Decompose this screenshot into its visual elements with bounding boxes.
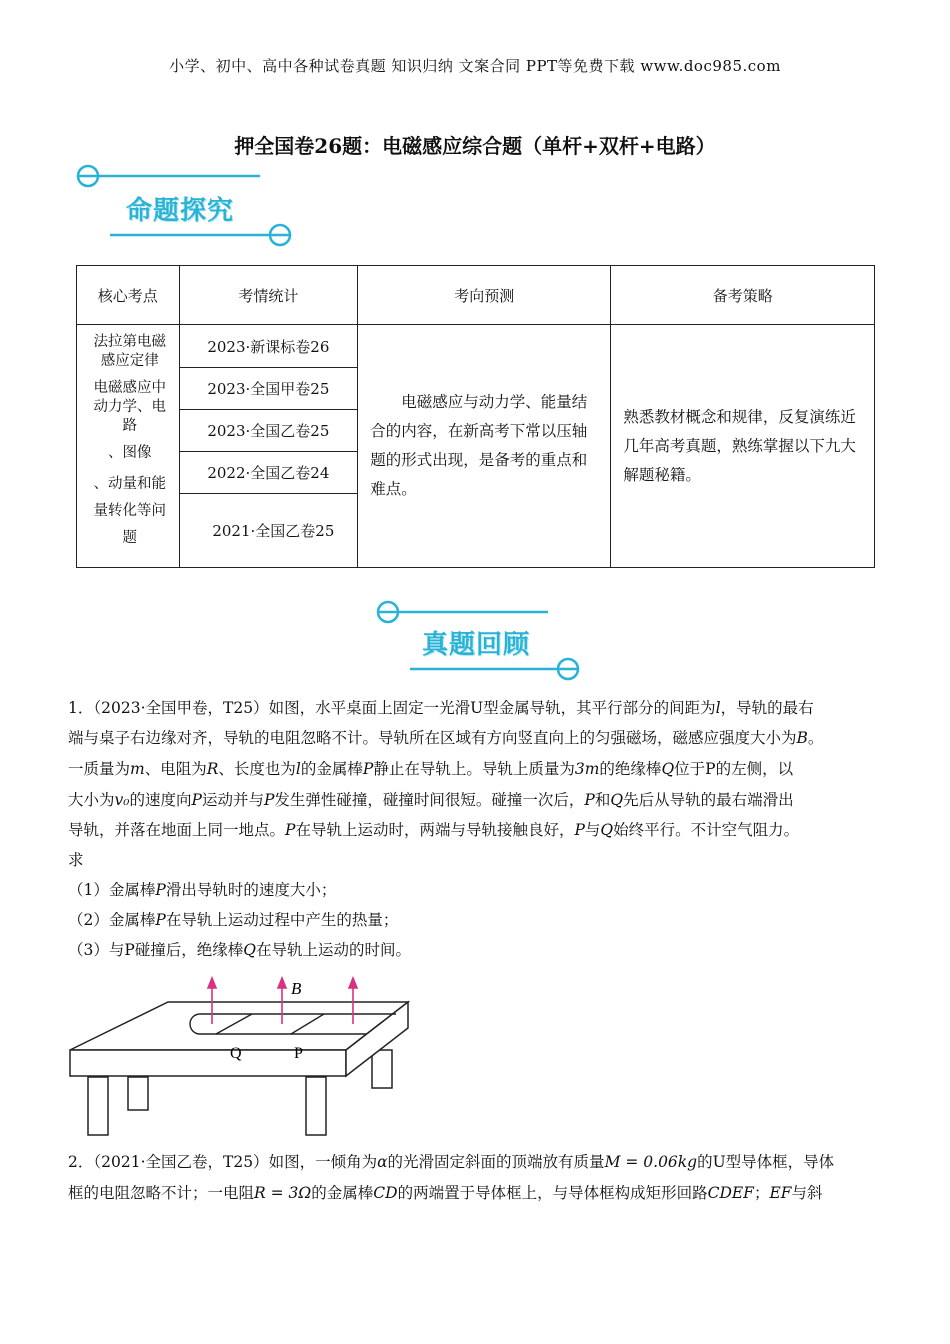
- table-leg: [88, 1077, 108, 1135]
- q1-source: （2023·全国甲卷，T25）: [93, 699, 269, 717]
- q1-number: 1．: [68, 699, 94, 717]
- summary-table: [76, 265, 875, 568]
- table-header-strategy: 备考策略: [611, 266, 875, 325]
- table-header-forecast: 考向预测: [358, 266, 611, 325]
- core-point: 电磁感应中动力学、电路: [93, 380, 166, 434]
- table-cell-stat: 2023·全国乙卷25: [179, 410, 358, 452]
- page-title: 押全国卷26题：电磁感应综合题（单杆+双杆+电路）: [234, 134, 716, 158]
- banner-review-label: 真题回顾: [422, 630, 531, 660]
- table-cell-stat: 2023·全国甲卷25: [179, 368, 358, 410]
- q1-figure: [66, 972, 426, 1142]
- q1-line-4: 大小为v₀的速度向P运动并与P发生弹性碰撞，碰撞时间很短。碰撞一次后，P和Q先后从导轨的最右端滑出: [68, 791, 794, 809]
- table-header-core: 核心考点: [77, 266, 180, 325]
- table-front: [70, 1050, 346, 1076]
- q2-line-2: 框的电阻忽略不计；一电阻R = 3Ω的金属棒CD的两端置于导体框上，与导体框构成矩形回路CDEF；EF与斜: [68, 1184, 823, 1202]
- fig-label-p: P: [294, 1045, 303, 1062]
- banner-review: [370, 598, 590, 686]
- q1-subquestion-2: （2）金属棒P在导轨上运动过程中产生的热量；: [68, 911, 399, 929]
- page-header: 小学、初中、高中各种试卷真题 知识归纳 文案合同 PPT等免费下载 www.doc985.com: [169, 57, 781, 75]
- core-point: 、图像: [108, 445, 152, 461]
- table-cell-core: [77, 325, 180, 568]
- banner-explore: [72, 158, 302, 250]
- core-point: 、动量和能量转化等问题: [93, 476, 166, 546]
- q1-line-5: 导轨，并落在地面上同一地点。P在导轨上运动时，两端与导轨接触良好，P与Q始终平行。不计空气阻力。: [68, 821, 800, 839]
- q2-source: （2021·全国乙卷，T25）: [93, 1153, 269, 1171]
- q1-subquestion-1: （1）金属棒P滑出导轨时的速度大小；: [68, 881, 337, 899]
- table-cell-stat: 2022·全国乙卷24: [179, 452, 358, 494]
- table-leg: [306, 1077, 326, 1135]
- q1-line-2: 端与桌子右边缘对齐，导轨的电阻忽略不计。导轨所在区域有方向竖直向上的匀强磁场，磁感应强度大小为B。: [68, 729, 824, 747]
- q1-subquestion-3: （3）与P碰撞后，绝缘棒Q在导轨上运动的时间。: [68, 941, 412, 959]
- table-cell-strategy: 熟悉教材概念和规律，反复演练近几年高考真题，熟练掌握以下九大解题秘籍。: [611, 325, 875, 568]
- fig-label-q: Q: [230, 1045, 242, 1062]
- table-leg: [372, 1050, 392, 1088]
- q2-line-1: 2．（2021·全国乙卷，T25）如图，一倾角为α的光滑固定斜面的顶端放有质量M = 0.06kg的U型导体框，导体: [68, 1153, 835, 1171]
- table-cell-forecast: 电磁感应与动力学、能量结合的内容，在新高考下常以压轴题的形式出现，是备考的重点和难点。: [358, 325, 611, 568]
- b-field-arrowhead: [349, 978, 357, 988]
- q1-line-1: 1．（2023·全国甲卷，T25）如图，水平桌面上固定一光滑U型金属导轨，其平行部分的间距为l，导轨的最右: [68, 699, 814, 717]
- q2-number: 2．: [68, 1153, 94, 1171]
- banner-explore-label: 命题探究: [126, 196, 235, 226]
- b-field-arrowhead: [278, 978, 286, 988]
- q1-line-3: 一质量为m、电阻为R、长度也为l的金属棒P静止在导轨上。导轨上质量为3m的绝缘棒Q位于P的左侧，以: [68, 760, 794, 778]
- q1-line-6: 求: [68, 851, 84, 869]
- table-header-stats: 考情统计: [179, 266, 358, 325]
- table-leg: [128, 1077, 148, 1110]
- table-cell-stat: 2021·全国乙卷25: [179, 494, 358, 568]
- table-cell-stat: 2023·新课标卷26: [179, 325, 358, 368]
- core-point: 法拉第电磁感应定律: [93, 334, 166, 369]
- b-field-arrowhead: [208, 978, 216, 988]
- fig-label-b: B: [291, 979, 302, 998]
